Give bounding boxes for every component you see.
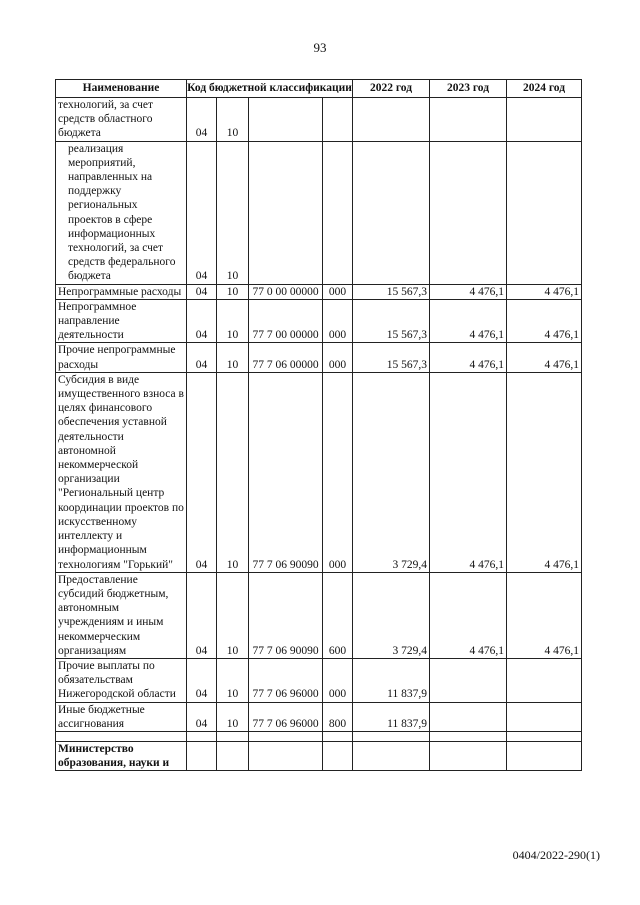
row-2022: 11 837,9 [353, 702, 430, 731]
row-2023 [430, 98, 507, 142]
row-name-text: Субсидия в виде имущественного взноса в целях финансового обеспечения уставной деятельности автономной некоммерческой организации "Региональный центр координации проектов по искусственному интеллекту и информационным технологиям "Горький" [58, 373, 184, 571]
header-2022: 2022 год [353, 80, 430, 98]
table-row [56, 372, 582, 572]
row-2024: 4 476,1 [507, 343, 582, 372]
row-vr [323, 741, 353, 770]
row-2024: 4 476,1 [507, 284, 582, 299]
row-podrazdel [217, 741, 249, 770]
header-name: Наименование [56, 80, 187, 98]
row-vr: 600 [323, 572, 353, 658]
row-podrazdel: 10 [217, 702, 249, 731]
row-vr: 800 [323, 702, 353, 731]
row-vr: 000 [323, 299, 353, 343]
row-csr [249, 731, 323, 741]
table-row [56, 343, 582, 372]
row-2024: 4 476,1 [507, 299, 582, 343]
row-name-text: Прочие непрограммные расходы [58, 344, 176, 371]
row-csr: 77 7 06 90090 [249, 372, 323, 572]
row-2022: 15 567,3 [353, 299, 430, 343]
row-razdel: 04 [187, 98, 217, 142]
row-2022 [353, 731, 430, 741]
row-razdel: 04 [187, 141, 217, 284]
table-row [56, 741, 582, 770]
row-vr [323, 731, 353, 741]
row-2023 [430, 731, 507, 741]
row-podrazdel [217, 731, 249, 741]
row-name [56, 741, 187, 770]
table-row [56, 572, 582, 658]
row-2022: 3 729,4 [353, 572, 430, 658]
table-row [56, 702, 582, 731]
row-name [56, 658, 187, 702]
row-razdel: 04 [187, 284, 217, 299]
row-name [56, 702, 187, 731]
row-csr: 77 7 06 96000 [249, 702, 323, 731]
budget-table [55, 79, 582, 771]
page-number: 93 [313, 40, 327, 55]
row-2024: 4 476,1 [507, 372, 582, 572]
row-2024 [507, 98, 582, 142]
row-vr [323, 98, 353, 142]
row-name [56, 372, 187, 572]
row-2023: 4 476,1 [430, 343, 507, 372]
table-row [56, 98, 582, 142]
row-2022: 15 567,3 [353, 343, 430, 372]
row-razdel: 04 [187, 658, 217, 702]
row-name [56, 284, 187, 299]
row-2024 [507, 658, 582, 702]
row-csr: 77 7 00 00000 [249, 299, 323, 343]
row-2024: 4 476,1 [507, 572, 582, 658]
row-2022 [353, 141, 430, 284]
row-csr [249, 141, 323, 284]
header-2023: 2023 год [430, 80, 507, 98]
row-name [56, 141, 187, 284]
row-name-text: Предоставление субсидий бюджетным, автономным учреждениям и иным некоммерческим организациям [58, 573, 169, 657]
row-csr: 77 7 06 90090 [249, 572, 323, 658]
row-name-text: реализация мероприятий, направленных на поддержку региональных проектов в сфере информационных технологий, за счет средств федерального бюджета [68, 142, 176, 283]
row-csr: 77 0 00 00000 [249, 284, 323, 299]
row-vr: 000 [323, 343, 353, 372]
row-podrazdel: 10 [217, 572, 249, 658]
row-2022 [353, 98, 430, 142]
row-2024 [507, 741, 582, 770]
row-vr: 000 [323, 284, 353, 299]
row-razdel: 04 [187, 572, 217, 658]
row-2023 [430, 141, 507, 284]
row-podrazdel: 10 [217, 98, 249, 142]
row-name [56, 343, 187, 372]
row-podrazdel: 10 [217, 658, 249, 702]
row-podrazdel: 10 [217, 299, 249, 343]
table-row [56, 284, 582, 299]
row-razdel: 04 [187, 343, 217, 372]
row-razdel [187, 741, 217, 770]
header-code: Код бюджетной классификации [187, 80, 353, 98]
row-2024 [507, 141, 582, 284]
row-csr [249, 98, 323, 142]
row-name-text: Министерство образования, науки и [58, 742, 170, 770]
row-name-text: Иные бюджетные ассигнования [58, 703, 145, 730]
header-2024: 2024 год [507, 80, 582, 98]
row-2023 [430, 741, 507, 770]
row-2022 [353, 741, 430, 770]
row-2023: 4 476,1 [430, 572, 507, 658]
table-header-row [56, 80, 582, 98]
row-csr [249, 741, 323, 770]
row-name-text: Непрограммное направление деятельности [58, 300, 137, 342]
row-name-text: технологий, за счет средств областного бюджета [58, 99, 154, 140]
row-2023: 4 476,1 [430, 372, 507, 572]
row-name [56, 731, 187, 741]
row-vr: 000 [323, 372, 353, 572]
row-2023: 4 476,1 [430, 284, 507, 299]
row-podrazdel: 10 [217, 343, 249, 372]
row-2023: 4 476,1 [430, 299, 507, 343]
row-2022: 11 837,9 [353, 658, 430, 702]
row-name [56, 572, 187, 658]
table-row [56, 658, 582, 702]
table-row-empty [56, 731, 582, 741]
row-podrazdel: 10 [217, 372, 249, 572]
table-row [56, 299, 582, 343]
row-name [56, 98, 187, 142]
row-vr [323, 141, 353, 284]
row-csr: 77 7 06 96000 [249, 658, 323, 702]
row-podrazdel: 10 [217, 141, 249, 284]
row-razdel [187, 731, 217, 741]
row-name-text: Непрограммные расходы [58, 285, 182, 298]
row-razdel: 04 [187, 299, 217, 343]
row-2022: 3 729,4 [353, 372, 430, 572]
row-name-text: Прочие выплаты по обязательствам Нижегородской области [58, 659, 176, 701]
document-code: 0404/2022-290(1) [512, 848, 600, 862]
row-2023 [430, 658, 507, 702]
row-2023 [430, 702, 507, 731]
row-podrazdel: 10 [217, 284, 249, 299]
row-name [56, 299, 187, 343]
row-razdel: 04 [187, 702, 217, 731]
table-row [56, 141, 582, 284]
row-csr: 77 7 06 00000 [249, 343, 323, 372]
row-2024 [507, 731, 582, 741]
row-2024 [507, 702, 582, 731]
row-vr: 000 [323, 658, 353, 702]
row-razdel: 04 [187, 372, 217, 572]
row-2022: 15 567,3 [353, 284, 430, 299]
